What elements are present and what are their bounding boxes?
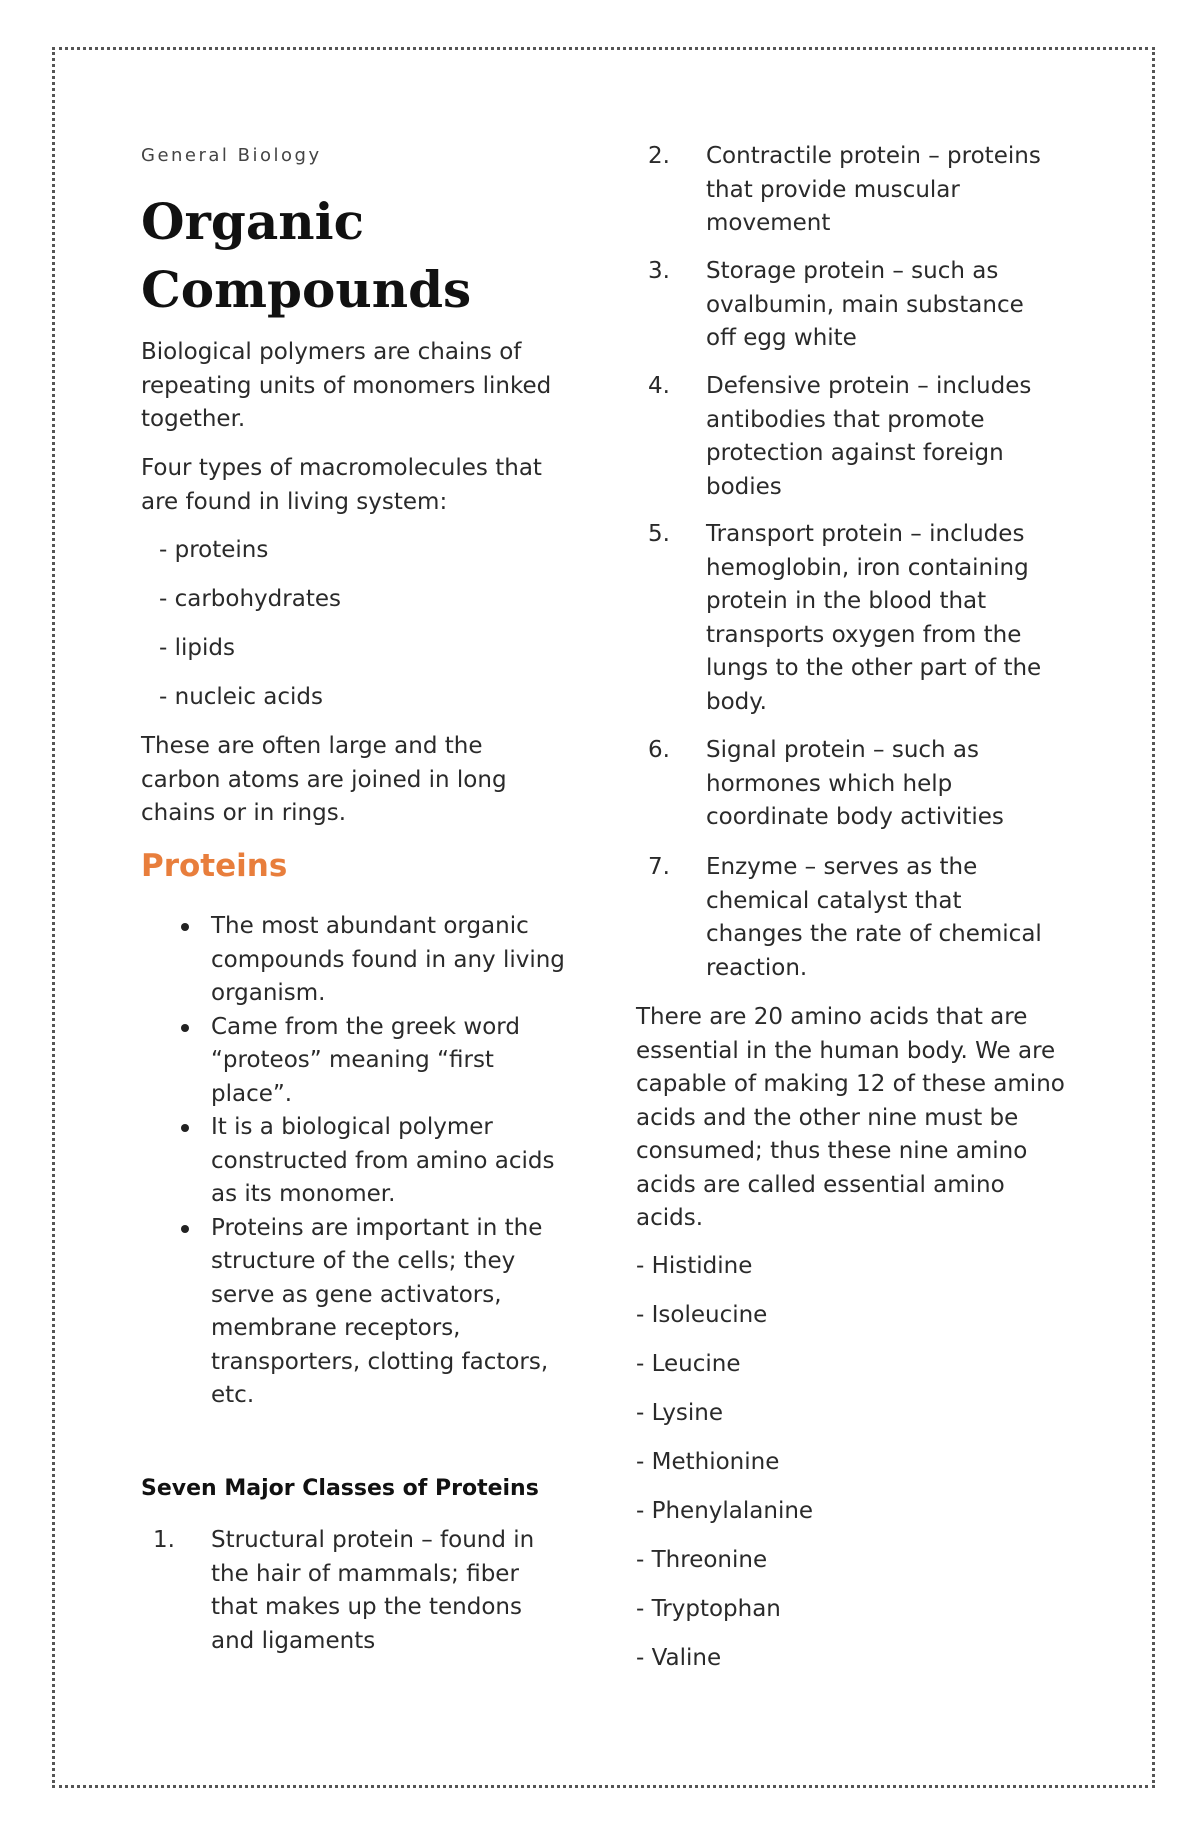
bullet-text: Proteins are important in the structure of the cells; they serve as gene activators, membrane receptors, transporters, clotting factors, etc.	[211, 1214, 549, 1408]
bullet-item	[141, 1212, 581, 1413]
amino-acid-item: - Leucine	[636, 1351, 741, 1377]
proteins-heading: Proteins	[141, 848, 288, 884]
bullet-dot-icon	[181, 1124, 189, 1132]
macromolecule-item: - carbohydrates	[159, 586, 341, 612]
macromolecule-item: - proteins	[159, 537, 269, 563]
item-text: Enzyme – serves as the chemical catalyst that changes the rate of chemical reaction.	[706, 854, 1042, 981]
proteins-bullet-list	[141, 910, 581, 1413]
amino-acid-item: - Isoleucine	[636, 1302, 768, 1328]
amino-acid-item: - Threonine	[636, 1547, 768, 1573]
bullet-text: It is a biological polymer constructed from amino acids as its monomer.	[211, 1114, 555, 1207]
classes-heading: Seven Major Classes of Proteins	[141, 1476, 539, 1501]
item-number: 3.	[648, 258, 670, 284]
item-text: Storage protein – such as ovalbumin, main substance off egg white	[706, 258, 1024, 351]
amino-acid-item: - Histidine	[636, 1253, 753, 1279]
amino-acid-item: - Lysine	[636, 1400, 724, 1426]
item-number: 1.	[153, 1527, 175, 1553]
protein-class-item	[141, 1524, 551, 1658]
page-title: Organic Compounds	[141, 192, 472, 319]
bullet-dot-icon	[181, 1024, 189, 1032]
bullet-text: Came from the greek word “proteos” meaning “first place”.	[211, 1013, 520, 1107]
protein-class-item	[636, 734, 1046, 835]
bullet-item	[141, 1011, 581, 1112]
item-text: Contractile protein – proteins that provide muscular movement	[706, 143, 1041, 236]
bullet-item	[141, 1111, 581, 1212]
protein-class-item	[636, 851, 1046, 985]
item-number: 6.	[648, 737, 670, 763]
item-text: Transport protein – includes hemoglobin, iron containing protein in the blood that transports oxygen from the lungs to the other part of the body.	[706, 521, 1042, 715]
item-number: 4.	[648, 373, 670, 399]
protein-class-item	[636, 518, 1046, 719]
bullet-text: The most abundant organic compounds found in any living organism.	[211, 913, 565, 1006]
amino-acid-item: - Valine	[636, 1645, 722, 1671]
intro-paragraph-1: Biological polymers are chains of repeating units of monomers linked together.	[141, 339, 552, 432]
amino-acid-item: - Phenylalanine	[636, 1498, 814, 1524]
intro-paragraph-3: These are often large and the carbon atoms are joined in long chains or in rings.	[141, 733, 507, 826]
item-number: 2.	[648, 143, 670, 169]
protein-class-item	[636, 370, 1046, 504]
amino-acid-item: - Methionine	[636, 1449, 780, 1475]
bullet-dot-icon	[181, 923, 189, 931]
item-number: 5.	[648, 521, 670, 547]
item-text: Structural protein – found in the hair of mammals; fiber that makes up the tendons and ligaments	[211, 1527, 535, 1654]
bullet-dot-icon	[181, 1225, 189, 1233]
bullet-item	[141, 910, 581, 1011]
amino-acid-item: - Tryptophan	[636, 1596, 781, 1622]
item-text: Defensive protein – includes antibodies that promote protection against foreign bodies	[706, 373, 1032, 500]
item-text: Signal protein – such as hormones which help coordinate body activities	[706, 737, 1004, 830]
protein-class-item	[636, 255, 1046, 356]
protein-class-item	[636, 140, 1046, 241]
macromolecule-item: - lipids	[159, 635, 235, 661]
intro-paragraph-2: Four types of macromolecules that are found in living system:	[141, 455, 542, 515]
header-label: General Biology	[141, 145, 322, 166]
item-number: 7.	[648, 854, 670, 880]
amino-acids-paragraph: There are 20 amino acids that are essential in the human body. We are capable of making 12 of these amino acids and the other nine must be consumed; thus these nine amino acids are called essential amino acids.	[636, 1004, 1065, 1231]
macromolecule-item: - nucleic acids	[159, 684, 324, 710]
